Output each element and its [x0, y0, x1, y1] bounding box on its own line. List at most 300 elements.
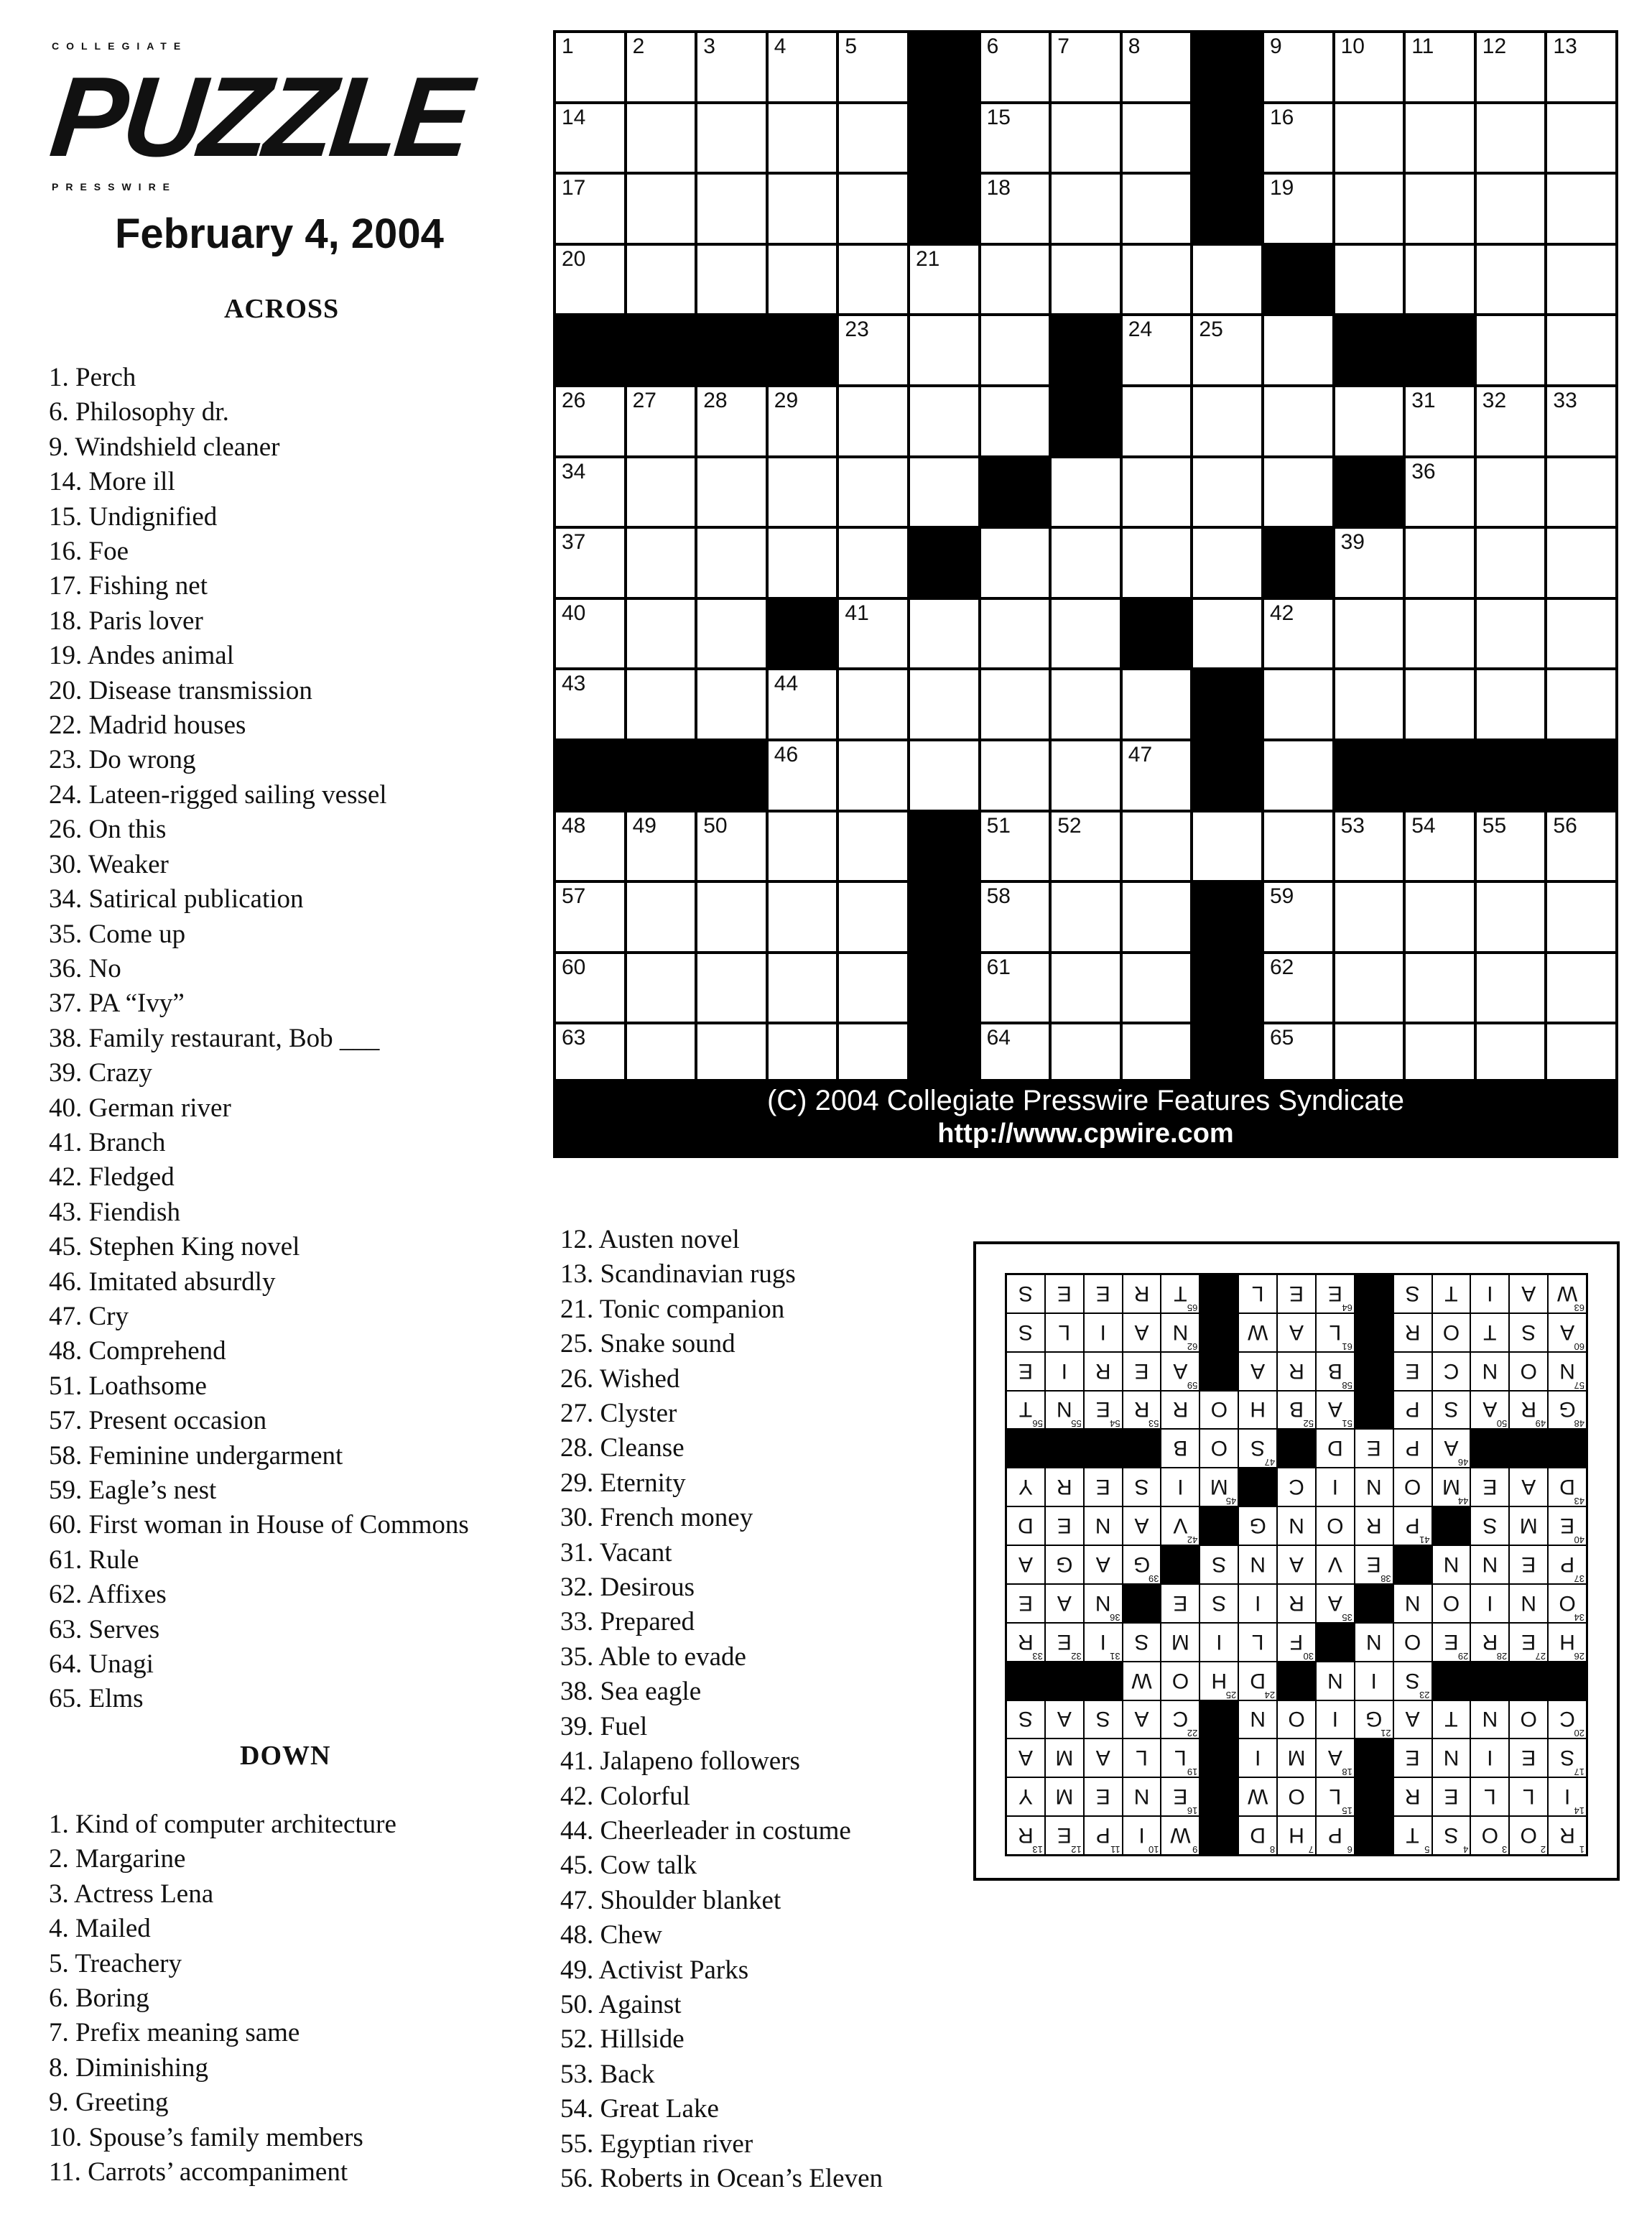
grid-cell[interactable] — [981, 246, 1049, 314]
grid-cell[interactable] — [1052, 529, 1120, 597]
answer-cell — [1085, 1739, 1122, 1777]
grid-cell[interactable] — [981, 387, 1049, 455]
grid-cell[interactable] — [627, 812, 695, 881]
grid-cell[interactable] — [1547, 883, 1615, 951]
grid-block — [1193, 741, 1261, 810]
answer-letter: E — [1095, 1475, 1110, 1499]
answer-cell — [1161, 1430, 1199, 1467]
across-clue: 38. Family restaurant, Bob ___ — [49, 1023, 380, 1053]
grid-block — [1193, 175, 1261, 243]
grid-cell[interactable] — [1547, 600, 1615, 668]
grid-cell[interactable] — [1547, 316, 1615, 384]
answer-number: 37 — [1574, 1573, 1584, 1584]
grid-cell[interactable] — [556, 670, 624, 739]
grid-cell[interactable] — [1406, 246, 1474, 314]
grid-cell[interactable] — [1193, 529, 1261, 597]
grid-cell[interactable] — [981, 600, 1049, 668]
answer-letter: A — [1018, 1552, 1033, 1576]
grid-cell[interactable] — [1547, 387, 1615, 455]
clue-number: 3 — [703, 34, 715, 58]
grid-cell[interactable] — [981, 104, 1049, 172]
grid-cell[interactable] — [556, 529, 624, 597]
grid-cell[interactable] — [981, 33, 1049, 101]
grid-block — [1547, 741, 1615, 810]
grid-cell[interactable] — [1123, 529, 1191, 597]
grid-cell[interactable] — [697, 387, 766, 455]
grid-cell[interactable] — [1123, 812, 1191, 881]
answer-cell — [1549, 1392, 1586, 1429]
grid-cell[interactable] — [981, 175, 1049, 243]
answer-number: 8 — [1269, 1844, 1276, 1855]
grid-cell[interactable] — [1264, 954, 1332, 1022]
grid-cell[interactable] — [556, 458, 624, 527]
answer-block — [1200, 1314, 1238, 1351]
grid-cell[interactable] — [1123, 741, 1191, 810]
answer-letter: S — [1134, 1475, 1149, 1499]
down-clue: 7. Prefix meaning same — [49, 2018, 300, 2048]
answer-letter: E — [1095, 1784, 1110, 1809]
answer-cell — [1471, 1817, 1508, 1854]
grid-cell[interactable] — [1052, 670, 1120, 739]
grid-cell[interactable] — [1123, 33, 1191, 101]
answer-number: 5 — [1424, 1844, 1430, 1855]
down-clue: 45. Cow talk — [560, 1851, 697, 1881]
grid-cell[interactable] — [1477, 883, 1545, 951]
across-clue: 58. Feminine undergarment — [49, 1440, 343, 1471]
grid-cell[interactable] — [627, 954, 695, 1022]
grid-cell[interactable] — [1547, 954, 1615, 1022]
grid-block — [769, 600, 837, 668]
answer-block — [1355, 1817, 1393, 1854]
answer-cell — [1278, 1275, 1315, 1312]
grid-cell[interactable] — [981, 529, 1049, 597]
answer-cell — [1471, 1314, 1508, 1351]
grid-cell[interactable] — [697, 883, 766, 951]
grid-cell[interactable] — [1477, 954, 1545, 1022]
grid-cell[interactable] — [1547, 529, 1615, 597]
clue-number: 65 — [1269, 1026, 1294, 1050]
answer-cell — [1394, 1585, 1431, 1622]
answer-cell — [1355, 1546, 1393, 1583]
clue-number: 37 — [562, 530, 586, 555]
down-clue: 56. Roberts in Ocean’s Eleven — [560, 2163, 883, 2193]
across-clue: 30. Weaker — [49, 849, 169, 879]
grid-cell[interactable] — [1477, 600, 1545, 668]
across-clue: 61. Rule — [49, 1545, 139, 1575]
answer-letter: N — [1482, 1707, 1498, 1731]
clue-number: 1 — [562, 34, 574, 58]
grid-cell[interactable] — [769, 741, 837, 810]
grid-cell[interactable] — [1052, 741, 1120, 810]
grid-cell[interactable] — [1547, 458, 1615, 527]
grid-cell[interactable] — [1335, 33, 1403, 101]
answer-cell — [1046, 1468, 1083, 1506]
answer-cell — [1510, 1275, 1547, 1312]
answer-cell — [1046, 1778, 1083, 1815]
answer-cell — [1046, 1314, 1083, 1351]
answer-block — [1355, 1778, 1393, 1815]
grid-cell[interactable] — [839, 954, 907, 1022]
answer-block — [1355, 1585, 1393, 1622]
grid-cell[interactable] — [1335, 883, 1403, 951]
grid-cell[interactable] — [1477, 175, 1545, 243]
answer-cell — [1471, 1275, 1508, 1312]
grid-cell[interactable] — [1264, 316, 1332, 384]
grid-cell[interactable] — [839, 529, 907, 597]
answer-letter: L — [1329, 1320, 1342, 1344]
grid-cell[interactable] — [1477, 529, 1545, 597]
grid-cell[interactable] — [697, 33, 766, 101]
answer-cell — [1471, 1739, 1508, 1777]
answer-block — [1355, 1392, 1393, 1429]
grid-cell[interactable] — [1335, 246, 1403, 314]
grid-cell[interactable] — [769, 175, 837, 243]
answer-cell — [1239, 1275, 1276, 1312]
grid-cell[interactable] — [1547, 812, 1615, 881]
clue-number: 34 — [562, 459, 586, 483]
grid-cell[interactable] — [1406, 33, 1474, 101]
grid-cell[interactable] — [627, 458, 695, 527]
answer-letter: G — [1133, 1552, 1151, 1576]
answer-number: 21 — [1380, 1728, 1391, 1739]
grid-cell[interactable] — [1335, 670, 1403, 739]
grid-cell[interactable] — [769, 104, 837, 172]
answer-block — [1471, 1430, 1508, 1467]
across-clue: 41. Branch — [49, 1127, 166, 1157]
grid-cell[interactable] — [697, 812, 766, 881]
answer-cell — [1471, 1468, 1508, 1506]
grid-cell[interactable] — [910, 246, 978, 314]
grid-cell[interactable] — [1335, 529, 1403, 597]
answer-letter: R — [1521, 1397, 1537, 1422]
answer-block — [1355, 1353, 1393, 1390]
grid-cell[interactable] — [1123, 387, 1191, 455]
grid-cell[interactable] — [697, 458, 766, 527]
grid-cell[interactable] — [1052, 954, 1120, 1022]
grid-cell[interactable] — [1547, 175, 1615, 243]
grid-cell[interactable] — [1052, 246, 1120, 314]
grid-cell[interactable] — [556, 246, 624, 314]
grid-cell[interactable] — [839, 741, 907, 810]
down-clue: 6. Boring — [49, 1983, 149, 2014]
answer-cell — [1123, 1507, 1161, 1545]
grid-block — [1052, 316, 1120, 384]
grid-cell[interactable] — [1123, 246, 1191, 314]
grid-block — [910, 175, 978, 243]
answer-letter: M — [1287, 1746, 1306, 1770]
grid-cell[interactable] — [769, 33, 837, 101]
grid-cell[interactable] — [1123, 458, 1191, 527]
grid-cell[interactable] — [627, 104, 695, 172]
answer-cell — [1394, 1507, 1431, 1545]
down-clue: 3. Actress Lena — [49, 1879, 214, 1909]
grid-cell[interactable] — [556, 812, 624, 881]
grid-cell[interactable] — [1264, 175, 1332, 243]
grid-cell[interactable] — [1123, 175, 1191, 243]
grid-cell[interactable] — [769, 458, 837, 527]
clue-number: 61 — [986, 955, 1011, 979]
grid-cell[interactable] — [697, 954, 766, 1022]
answer-cell — [1394, 1468, 1431, 1506]
grid-cell[interactable] — [1477, 812, 1545, 881]
grid-cell[interactable] — [627, 670, 695, 739]
grid-cell[interactable] — [1406, 600, 1474, 668]
grid-cell[interactable] — [1264, 33, 1332, 101]
grid-cell[interactable] — [627, 387, 695, 455]
grid-cell[interactable] — [1406, 954, 1474, 1022]
grid-cell[interactable] — [981, 812, 1049, 881]
grid-cell[interactable] — [1335, 954, 1403, 1022]
answer-cell — [1317, 1817, 1354, 1854]
grid-cell[interactable] — [1123, 104, 1191, 172]
grid-cell[interactable] — [1193, 246, 1261, 314]
grid-cell[interactable] — [1406, 104, 1474, 172]
grid-cell[interactable] — [1052, 104, 1120, 172]
grid-cell[interactable] — [1477, 33, 1545, 101]
answer-number: 55 — [1071, 1418, 1082, 1430]
grid-cell[interactable] — [1264, 812, 1332, 881]
grid-cell[interactable] — [910, 670, 978, 739]
grid-block — [1477, 741, 1545, 810]
answer-block — [1278, 1662, 1315, 1700]
clue-number: 11 — [1411, 34, 1434, 58]
answer-letter: T — [1174, 1281, 1187, 1305]
grid-cell[interactable] — [1123, 670, 1191, 739]
down-clue: 47. Shoulder blanket — [560, 1885, 781, 1915]
across-clue: 46. Imitated absurdly — [49, 1267, 276, 1297]
answer-letter: E — [1405, 1746, 1420, 1770]
grid-cell[interactable] — [627, 600, 695, 668]
grid-cell[interactable] — [1193, 316, 1261, 384]
answer-cell — [1085, 1468, 1122, 1506]
answer-letter: O — [1442, 1591, 1460, 1615]
grid-cell[interactable] — [556, 600, 624, 668]
grid-cell[interactable] — [627, 883, 695, 951]
answer-cell — [1085, 1314, 1122, 1351]
grid-cell[interactable] — [1547, 246, 1615, 314]
grid-cell[interactable] — [839, 883, 907, 951]
grid-cell[interactable] — [910, 387, 978, 455]
answer-letter: P — [1327, 1823, 1342, 1847]
answer-cell — [1161, 1739, 1199, 1777]
grid-cell[interactable] — [1264, 883, 1332, 951]
grid-cell[interactable] — [1193, 387, 1261, 455]
grid-cell[interactable] — [910, 316, 978, 384]
answer-letter: O — [1559, 1591, 1576, 1615]
clue-number: 14 — [562, 105, 586, 129]
grid-cell[interactable] — [697, 600, 766, 668]
down-clue: 52. Hillside — [560, 2024, 685, 2055]
answer-letter: E — [1057, 1629, 1072, 1654]
answer-cell — [1123, 1392, 1161, 1429]
grid-cell[interactable] — [839, 175, 907, 243]
answer-letter: E — [1444, 1629, 1459, 1654]
answer-cell — [1317, 1739, 1354, 1777]
grid-cell[interactable] — [839, 33, 907, 101]
grid-cell[interactable] — [1123, 954, 1191, 1022]
grid-cell[interactable] — [1052, 175, 1120, 243]
grid-cell[interactable] — [1406, 883, 1474, 951]
answer-cell — [1433, 1314, 1470, 1351]
clue-number: 52 — [1057, 813, 1082, 838]
answer-cell — [1549, 1739, 1586, 1777]
grid-cell[interactable] — [839, 246, 907, 314]
answer-block — [1433, 1507, 1470, 1545]
answer-cell — [1549, 1778, 1586, 1815]
grid-cell[interactable] — [769, 670, 837, 739]
across-clue: 40. German river — [49, 1093, 231, 1123]
grid-cell[interactable] — [1477, 104, 1545, 172]
grid-cell[interactable] — [839, 600, 907, 668]
grid-cell[interactable] — [1052, 33, 1120, 101]
grid-cell[interactable] — [1477, 387, 1545, 455]
answer-letter: N — [1172, 1320, 1189, 1344]
clue-number: 63 — [562, 1026, 586, 1050]
grid-cell[interactable] — [697, 246, 766, 314]
grid-cell[interactable] — [1547, 670, 1615, 739]
grid-cell[interactable] — [1264, 104, 1332, 172]
grid-cell[interactable] — [1335, 387, 1403, 455]
grid-cell[interactable] — [1406, 670, 1474, 739]
grid-cell[interactable] — [839, 458, 907, 527]
grid-cell[interactable] — [556, 387, 624, 455]
answer-letter: R — [1289, 1591, 1304, 1615]
grid-cell[interactable] — [839, 812, 907, 881]
grid-cell[interactable] — [1335, 812, 1403, 881]
grid-cell[interactable] — [839, 387, 907, 455]
answer-cell — [1161, 1701, 1199, 1738]
grid-cell[interactable] — [981, 954, 1049, 1022]
grid-cell[interactable] — [1193, 812, 1261, 881]
answer-block — [1549, 1662, 1586, 1700]
answer-letter: L — [1522, 1784, 1535, 1809]
grid-cell[interactable] — [1477, 316, 1545, 384]
grid-cell[interactable] — [769, 387, 837, 455]
grid-cell[interactable] — [1335, 600, 1403, 668]
grid-cell[interactable] — [697, 529, 766, 597]
grid-cell[interactable] — [769, 529, 837, 597]
grid-cell[interactable] — [769, 246, 837, 314]
grid-cell[interactable] — [556, 104, 624, 172]
answer-number: 10 — [1148, 1844, 1159, 1855]
answer-cell — [1510, 1507, 1547, 1545]
grid-cell[interactable] — [1052, 883, 1120, 951]
answer-cell — [1433, 1739, 1470, 1777]
grid-cell[interactable] — [1406, 812, 1474, 881]
grid-cell[interactable] — [1477, 458, 1545, 527]
across-clue: 34. Satirical publication — [49, 884, 304, 915]
grid-cell[interactable] — [1052, 600, 1120, 668]
grid-cell[interactable] — [627, 33, 695, 101]
answer-number: 41 — [1419, 1534, 1430, 1546]
grid-cell[interactable] — [556, 175, 624, 243]
across-clue: 45. Stephen King novel — [49, 1232, 300, 1262]
grid-cell[interactable] — [1406, 458, 1474, 527]
grid-cell[interactable] — [627, 175, 695, 243]
grid-cell[interactable] — [910, 458, 978, 527]
grid-cell[interactable] — [839, 670, 907, 739]
grid-cell[interactable] — [981, 316, 1049, 384]
answer-letter: R — [1133, 1281, 1150, 1305]
answer-cell — [1433, 1701, 1470, 1738]
grid-cell[interactable] — [627, 246, 695, 314]
grid-cell[interactable] — [1123, 883, 1191, 951]
grid-cell[interactable] — [769, 883, 837, 951]
crossword-grid[interactable] — [553, 30, 1618, 1096]
grid-cell[interactable] — [1264, 741, 1332, 810]
grid-cell[interactable] — [697, 104, 766, 172]
grid-cell[interactable] — [981, 741, 1049, 810]
grid-cell[interactable] — [981, 670, 1049, 739]
grid-cell[interactable] — [556, 954, 624, 1022]
answer-letter: E — [1366, 1552, 1381, 1576]
grid-cell[interactable] — [769, 954, 837, 1022]
answer-cell — [1510, 1314, 1547, 1351]
grid-cell[interactable] — [769, 812, 837, 881]
grid-cell[interactable] — [556, 33, 624, 101]
website-url[interactable]: http://www.cpwire.com — [937, 1119, 1234, 1149]
answer-letter: A — [1134, 1707, 1149, 1731]
answer-cell — [1278, 1353, 1315, 1390]
grid-cell[interactable] — [1052, 812, 1120, 881]
grid-cell[interactable] — [1406, 529, 1474, 597]
grid-cell[interactable] — [1193, 458, 1261, 527]
grid-cell[interactable] — [1547, 33, 1615, 101]
grid-cell[interactable] — [1264, 670, 1332, 739]
grid-cell[interactable] — [556, 883, 624, 951]
grid-cell[interactable] — [1335, 104, 1403, 172]
grid-cell[interactable] — [839, 316, 907, 384]
grid-cell[interactable] — [839, 104, 907, 172]
grid-cell[interactable] — [1264, 600, 1332, 668]
answer-cell — [1239, 1353, 1276, 1390]
logo-top-text: COLLEGIATE — [52, 40, 188, 52]
answer-number: 54 — [1110, 1418, 1120, 1430]
grid-cell[interactable] — [1406, 387, 1474, 455]
grid-cell[interactable] — [910, 741, 978, 810]
answer-letter: A — [1521, 1281, 1536, 1305]
answer-letter: O — [1403, 1475, 1421, 1499]
grid-cell[interactable] — [981, 883, 1049, 951]
down-clue: 41. Jalapeno followers — [560, 1746, 800, 1777]
grid-cell[interactable] — [1193, 600, 1261, 668]
grid-cell[interactable] — [1264, 458, 1332, 527]
grid-cell[interactable] — [910, 600, 978, 668]
answer-number: 58 — [1342, 1379, 1352, 1391]
grid-cell[interactable] — [1052, 458, 1120, 527]
answer-cell — [1007, 1701, 1044, 1738]
grid-cell[interactable] — [1547, 104, 1615, 172]
grid-cell[interactable] — [1406, 175, 1474, 243]
grid-cell[interactable] — [1477, 670, 1545, 739]
clue-number: 18 — [986, 176, 1011, 200]
grid-cell[interactable] — [1335, 175, 1403, 243]
grid-cell[interactable] — [697, 175, 766, 243]
down-clue: 32. Desirous — [560, 1573, 695, 1603]
across-clue-list — [49, 361, 469, 1717]
grid-cell[interactable] — [1123, 316, 1191, 384]
grid-cell[interactable] — [1264, 387, 1332, 455]
grid-cell[interactable] — [627, 529, 695, 597]
answer-letter: N — [1095, 1514, 1111, 1538]
answer-cell — [1007, 1624, 1044, 1661]
answer-block — [1471, 1662, 1508, 1700]
across-clue: 18. Paris lover — [49, 606, 203, 636]
answer-cell — [1433, 1778, 1470, 1815]
answer-block — [1200, 1507, 1238, 1545]
grid-cell[interactable] — [1477, 246, 1545, 314]
grid-cell[interactable] — [697, 670, 766, 739]
